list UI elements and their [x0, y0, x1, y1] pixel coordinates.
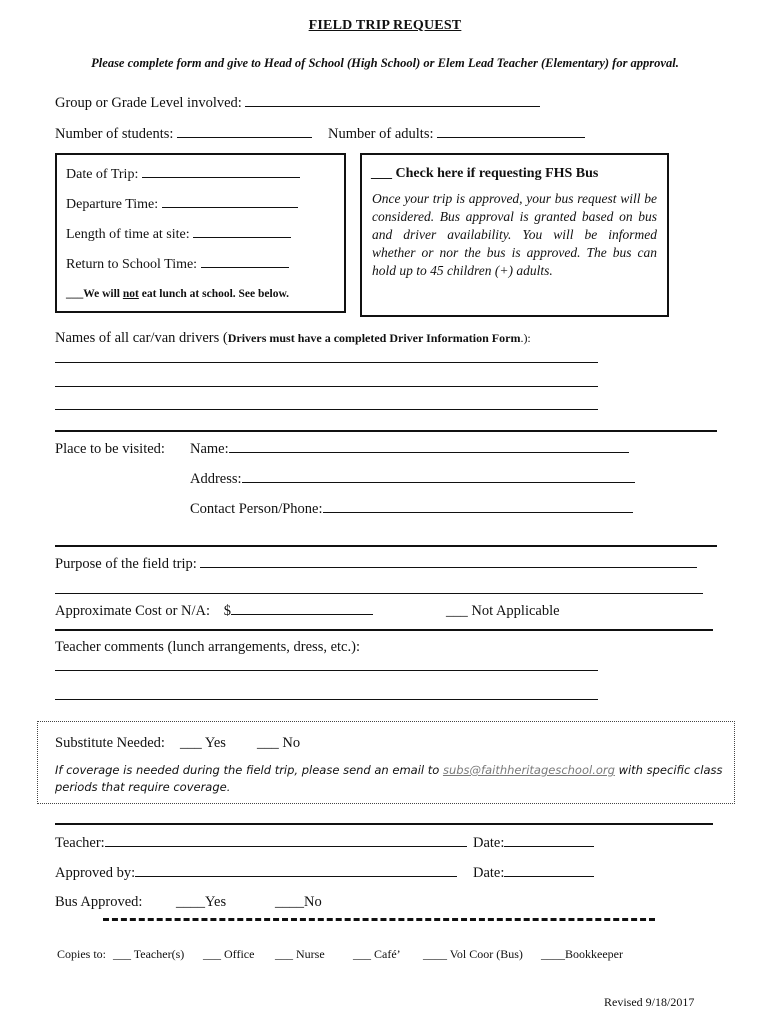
- bus-request-info: Once your trip is approved, your bus request will be considered. Bus approval is granted based on bus and driver availability. You will be informed whether or nor the bus is approved. The bus can hold up to 45 children (+) adults.: [372, 191, 657, 278]
- contact-input[interactable]: [323, 511, 633, 513]
- group-label: Group or Grade Level involved:: [55, 95, 242, 111]
- substitute-no-option[interactable]: ___ No: [257, 735, 301, 751]
- copies-teacher-option[interactable]: ___ Teacher(s): [113, 947, 185, 961]
- length-input[interactable]: [193, 236, 291, 238]
- approved-by-label: Approved by:: [55, 865, 136, 881]
- return-input[interactable]: [201, 266, 289, 268]
- comments-line-2[interactable]: [55, 699, 598, 700]
- copies-nurse-option[interactable]: ___ Nurse: [275, 947, 325, 961]
- bus-approved-no-option[interactable]: ____No: [275, 894, 322, 910]
- approved-date-field: [473, 865, 594, 882]
- substitute-label: Substitute Needed:: [55, 735, 165, 751]
- return-label: Return to School Time:: [66, 257, 198, 272]
- adults-label: Number of adults:: [328, 126, 434, 142]
- not-applicable-checkbox[interactable]: ___ Not Applicable: [446, 603, 560, 619]
- driver-line-3[interactable]: [55, 409, 598, 410]
- departure-field: [66, 197, 298, 213]
- substitute-note-prefix: If coverage is needed during the field trip, please send an email to: [55, 763, 443, 777]
- group-input[interactable]: [245, 105, 540, 107]
- lunch-suffix: eat lunch at school. See below.: [138, 288, 289, 300]
- section-divider: [55, 629, 713, 631]
- teacher-input[interactable]: [105, 845, 467, 847]
- bus-approved-label: Bus Approved:: [55, 894, 143, 910]
- bus-request-checkbox[interactable]: ___ Check here if requesting FHS Bus: [371, 166, 599, 181]
- cost-field: [55, 603, 373, 620]
- departure-input[interactable]: [162, 206, 298, 208]
- copies-bookkeeper-option[interactable]: ____Bookkeeper: [541, 947, 623, 961]
- cost-label: Approximate Cost or N/A:: [55, 603, 211, 619]
- trip-date-input[interactable]: [142, 176, 300, 178]
- address-input[interactable]: [242, 481, 635, 483]
- copies-office-option[interactable]: ___ Office: [203, 947, 255, 961]
- purpose-label: Purpose of the field trip:: [55, 556, 197, 572]
- dashed-divider: [103, 918, 655, 921]
- students-field: [55, 126, 312, 143]
- trip-date-label: Date of Trip:: [66, 167, 139, 182]
- lunch-not: not: [122, 288, 139, 300]
- section-divider: [55, 545, 717, 547]
- substitute-note-line-2: periods that require coverage.: [55, 780, 231, 794]
- purpose-input[interactable]: [200, 566, 697, 568]
- contact-field: [190, 501, 633, 518]
- approved-date-label: Date:: [473, 865, 505, 881]
- bus-approved-yes-option[interactable]: ____Yes: [176, 894, 227, 910]
- copies-vol-coor-option[interactable]: ____ Vol Coor (Bus): [423, 947, 523, 961]
- place-name-field: [190, 441, 629, 458]
- teacher-date-field: [473, 835, 594, 852]
- copies-label: Copies to:: [57, 947, 107, 961]
- form-instructions: Please complete form and give to Head of School (High School) or Elem Lead Teacher (Elementary) for approval.: [91, 56, 679, 70]
- substitute-note-suffix: with specific class: [614, 763, 723, 777]
- contact-label: Contact Person/Phone:: [190, 501, 323, 517]
- drivers-label: [55, 330, 531, 347]
- place-name-input[interactable]: [229, 451, 629, 453]
- driver-line-2[interactable]: [55, 386, 598, 387]
- substitute-email-link[interactable]: subs@faithheritageschool.org: [442, 763, 615, 777]
- cost-input[interactable]: [231, 613, 373, 615]
- drivers-label-text: Names of all car/van drivers (: [55, 330, 228, 346]
- students-input[interactable]: [177, 136, 312, 138]
- approved-date-input[interactable]: [504, 875, 594, 877]
- copies-cafe-option[interactable]: ___ Café’: [353, 947, 401, 961]
- adults-input[interactable]: [437, 136, 585, 138]
- drivers-suffix: .):: [520, 331, 531, 345]
- comments-line-1[interactable]: [55, 670, 598, 671]
- substitute-note: [55, 763, 722, 777]
- section-divider: [55, 823, 713, 825]
- approved-by-field: [55, 865, 457, 882]
- address-field: [190, 471, 635, 488]
- revision-date: Revised 9/18/2017: [604, 995, 695, 1009]
- trip-date-field: [66, 167, 300, 183]
- teacher-date-label: Date:: [473, 835, 505, 851]
- drivers-note: Drivers must have a completed Driver Information Form: [227, 331, 521, 345]
- teacher-date-input[interactable]: [504, 845, 594, 847]
- students-label: Number of students:: [55, 126, 174, 142]
- lunch-prefix: ___We will: [66, 288, 123, 300]
- teacher-field: [55, 835, 467, 852]
- length-label: Length of time at site:: [66, 227, 190, 242]
- place-label: Place to be visited:: [55, 441, 165, 457]
- lunch-option[interactable]: [66, 288, 289, 300]
- length-field: [66, 227, 291, 243]
- purpose-line-2[interactable]: [55, 593, 703, 594]
- address-label: Address:: [190, 471, 242, 487]
- purpose-field: [55, 556, 697, 573]
- form-title: FIELD TRIP REQUEST: [308, 18, 462, 33]
- section-divider: [55, 430, 717, 432]
- departure-label: Departure Time:: [66, 197, 159, 212]
- approved-by-input[interactable]: [135, 875, 457, 877]
- place-name-label: Name:: [190, 441, 229, 457]
- substitute-yes-option[interactable]: ___ Yes: [180, 735, 226, 751]
- teacher-label: Teacher:: [55, 835, 105, 851]
- group-field: [55, 95, 540, 112]
- adults-field: [328, 126, 585, 143]
- driver-line-1[interactable]: [55, 362, 598, 363]
- cost-currency: $: [223, 603, 231, 619]
- return-field: [66, 257, 289, 273]
- comments-label: Teacher comments (lunch arrangements, dress, etc.):: [55, 639, 360, 655]
